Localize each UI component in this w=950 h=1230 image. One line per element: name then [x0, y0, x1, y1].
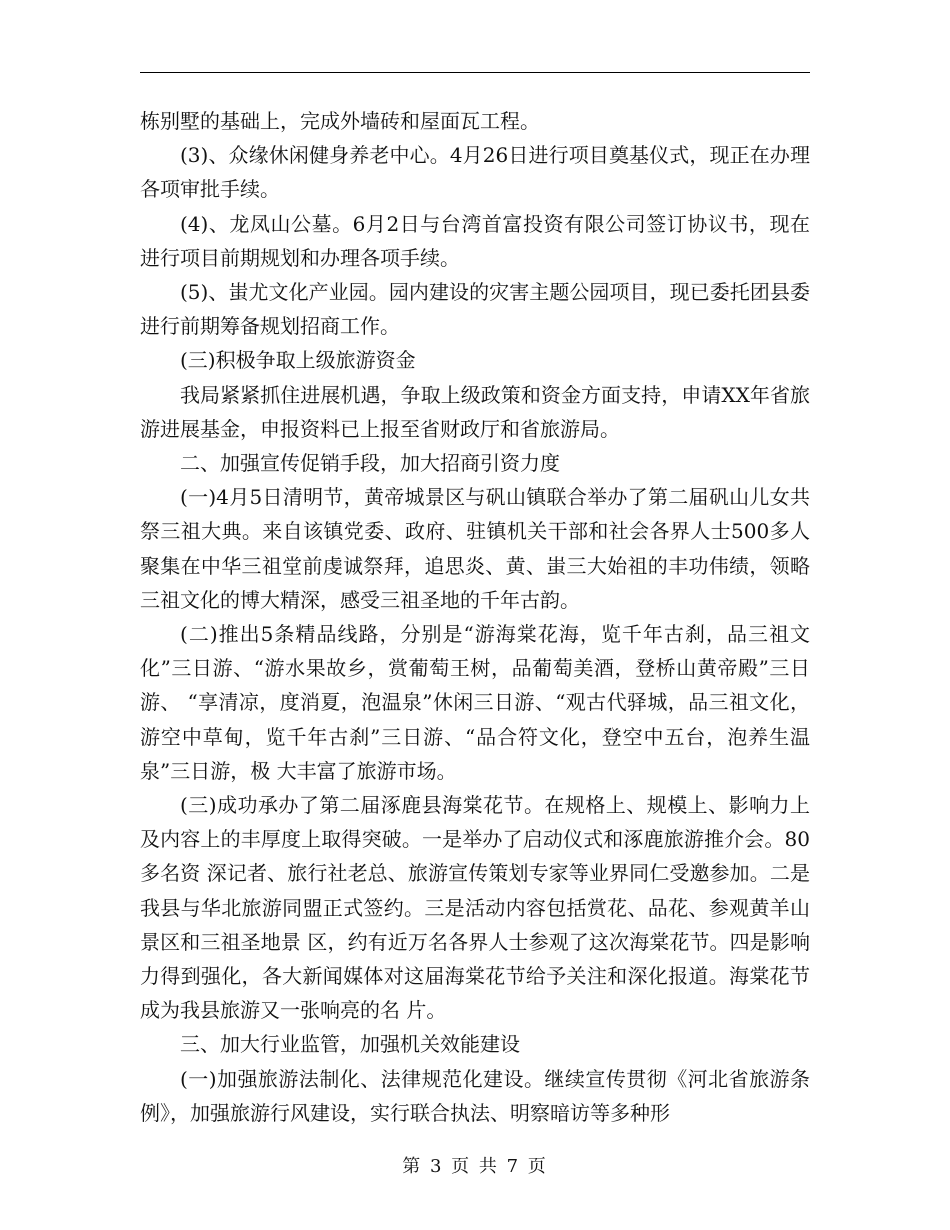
paragraph: 二、加强宣传促销手段，加大招商引资力度: [180, 451, 560, 476]
page-footer: 第 3 页 共 7 页: [402, 1156, 548, 1177]
paragraph: 栋别墅的基础上，完成外墙砖和屋面瓦工程。: [140, 109, 540, 133]
paragraph: 三、加大行业监管，加强机关效能建设: [180, 1032, 520, 1057]
paragraph: (三)成功承办了第二届涿鹿县海棠花节。在规格上、规模上、影响力上及内容上的丰厚度上取得突破。一是举办了启动仪式和涿鹿旅游推介会。80多名资 深记者、旅行社老总、旅游宣传策划专家等业界同仁受邀参加。二是我县与华北旅游同盟正式签约。三是活动内容包括赏花、品花、参观黄羊山景区和三祖圣地景 区，约有近万名各界人士参观了这次海棠花节。四是影响力得到强化，各大新闻媒体对这届海棠花节给予关注和深化报道。海棠花节成为我县旅游又一张响亮的名 片。: [140, 793, 810, 1023]
body-text: [140, 104, 810, 1130]
paragraph: (二)推出5条精品线路，分别是“游海棠花海，览千年古刹，品三祖文化”三日游、“游水果故乡，赏葡萄王树，品葡萄美酒，登桥山黄帝殿”三日游、 “享清凉，度消夏，泡温泉”休闲三日游、“观古代驿城，品三祖文化，游空中草甸，览千年古刹”三日游、“品合符文化，登空中五台，泡养生温泉”三日游，极 大丰富了旅游市场。: [140, 622, 810, 783]
paragraph: (一)4月5日清明节，黄帝城景区与矾山镇联合举办了第二届矾山儿女共祭三祖大典。来自该镇党委、政府、驻镇机关干部和社会各界人士500多人聚集在中华三祖堂前虔诚祭拜，追思炎、黄、蚩三大始祖的丰功伟绩，领略三祖文化的博大精深，感受三祖圣地的千年古韵。: [140, 485, 810, 612]
paragraph: (三)积极争取上级旅游资金: [180, 348, 416, 373]
paragraph: (3)、众缘休闲健身养老中心。4月26日进行项目奠基仪式，现正在办理各项审批手续。: [140, 143, 810, 202]
paragraph: (4)、龙凤山公墓。6月2日与台湾首富投资有限公司签订协议书，现在进行项目前期规划和办理各项手续。: [140, 211, 810, 270]
header-rule: [140, 72, 810, 73]
paragraph: (5)、蚩尤文化产业园。园内建设的灾害主题公园项目，现已委托团县委进行前期筹备规划招商工作。: [140, 280, 810, 339]
paragraph: 我局紧紧抓住进展机遇，争取上级政策和资金方面支持，申请XX年省旅游进展基金，申报资料已上报至省财政厅和省旅游局。: [140, 382, 810, 441]
paragraph: (一)加强旅游法制化、法律规范化建设。继续宣传贯彻《河北省旅游条例》，加强旅游行风建设，实行联合执法、明察暗访等多种形: [140, 1066, 810, 1125]
